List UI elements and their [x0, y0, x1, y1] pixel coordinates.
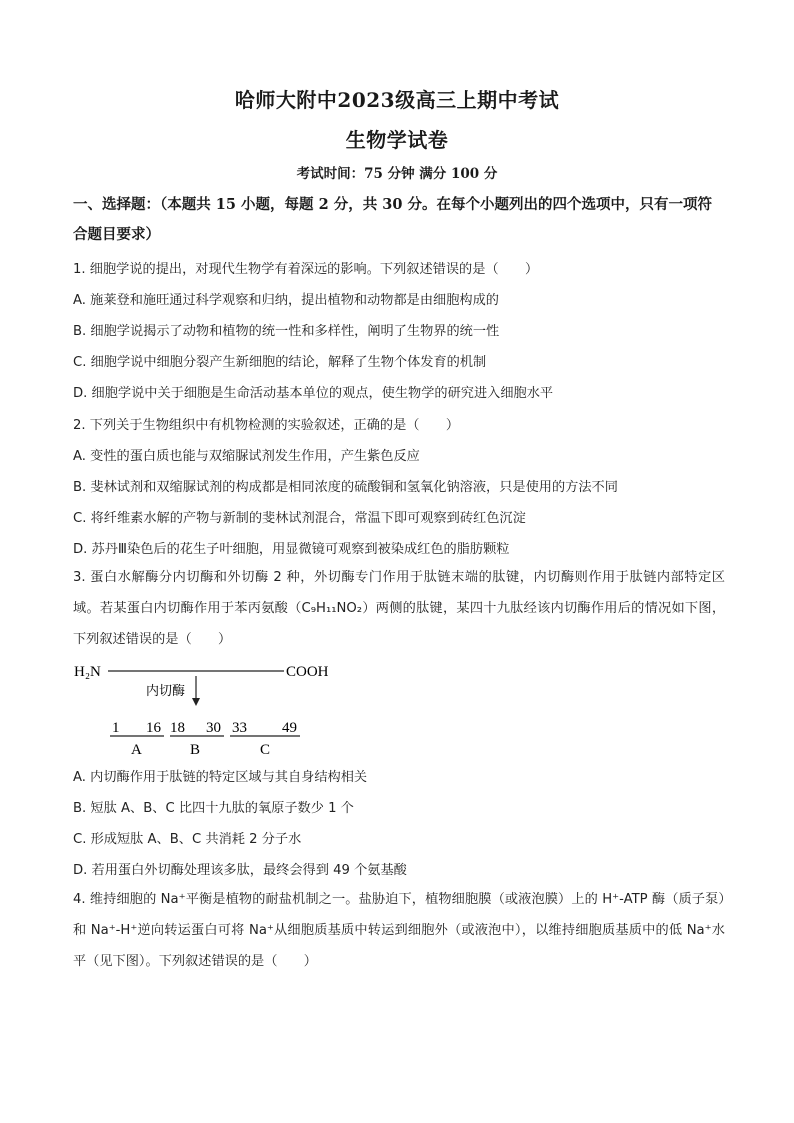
position-18: 18 — [170, 720, 185, 736]
q3-stem — [73, 562, 725, 655]
segment-b-label: B — [190, 742, 201, 758]
position-49: 49 — [282, 720, 297, 736]
q1-option-b: B. 细胞学说揭示了动物和植物的统一性和多样性，阐明了生物界的统一性 — [73, 324, 500, 339]
q3-option-b: B. 短肽 A、B、C 比四十九肽的氧原子数少 1 个 — [73, 801, 354, 816]
exam-subtitle: 生物学试卷 — [345, 128, 449, 152]
q3-stem-a: 3. 蛋白水解酶分内切酶和外切酶 2 种，外切酶专门作用于肽链末端的肽键，内切酶则作用于肽链内部特定区域。若某蛋白内切酶作用于苯丙氨酸（ — [73, 570, 725, 616]
q2-option-d: D. 苏丹Ⅲ染色后的花生子叶细胞，用显微镜可观察到被染成红色的脂肪颗粒 — [73, 542, 510, 557]
q1-option-d: D. 细胞学说中关于细胞是生命活动基本单位的观点，使生物学的研究进入细胞水平 — [73, 386, 554, 401]
q4-stem: 4. 维持细胞的 Na⁺平衡是植物的耐盐机制之一。盐胁迫下，植物细胞膜（或液泡膜）上的 H⁺-ATP 酶（质子泵）和 Na⁺-H⁺逆向转运蛋白可将 Na⁺从细胞质基质中转运到细胞外（或液泡中），以维持细胞质基质中的低 Na⁺水平（见下图）。下列叙述错误的是（ ） — [73, 892, 725, 969]
position-30: 30 — [206, 720, 221, 736]
position-1: 1 — [112, 720, 120, 736]
q3-option-a: A. 内切酶作用于肽链的特定区域与其自身结构相关 — [73, 770, 368, 785]
carboxyl-terminus-label: COOH — [286, 664, 329, 680]
q3-formula: C₉H₁₁NO₂ — [301, 601, 363, 616]
segment-c-label: C — [260, 742, 271, 758]
q2-option-a: A. 变性的蛋白质也能与双缩脲试剂发生作用，产生紫色反应 — [73, 449, 420, 464]
enzyme-arrow-head — [192, 698, 200, 706]
q2-stem: 2. 下列关于生物组织中有机物检测的实验叙述，正确的是（ ） — [73, 418, 460, 433]
exam-meta: 考试时间：75 分钟 满分 100 分 — [296, 166, 498, 182]
position-16: 16 — [146, 720, 161, 736]
q2-option-c: C. 将纤维素水解的产物与新制的斐林试剂混合，常温下即可观察到砖红色沉淀 — [73, 511, 526, 526]
peptide-diagram — [70, 656, 370, 760]
q1-option-c: C. 细胞学说中细胞分裂产生新细胞的结论，解释了生物个体发育的机制 — [73, 355, 487, 370]
q1-option-a: A. 施莱登和施旺通过科学观察和归纳，提出植物和动物都是由细胞构成的 — [73, 293, 499, 308]
q3-option-d: D. 若用蛋白外切酶处理该多肽，最终会得到 49 个氨基酸 — [73, 863, 407, 878]
section-heading: 一、选择题：（本题共 15 小题，每题 2 分，共 30 分。在每个小题列出的四个选项中，只有一项符合题目要求） — [73, 196, 712, 243]
q2-option-b: B. 斐林试剂和双缩脲试剂的构成都是相同浓度的硫酸铜和氢氧化钠溶液，只是使用的方法不同 — [73, 480, 618, 495]
q1-stem: 1. 细胞学说的提出，对现代生物学有着深远的影响。下列叙述错误的是（ ） — [73, 262, 539, 277]
segment-a-label: A — [131, 742, 142, 758]
amino-terminus-label: H₂N — [74, 664, 101, 680]
q3-option-c: C. 形成短肽 A、B、C 共消耗 2 分子水 — [73, 832, 302, 847]
enzyme-label: 内切酶 — [146, 683, 186, 698]
position-33: 33 — [232, 720, 247, 736]
exam-title: 哈师大附中2023级高三上期中考试 — [234, 88, 560, 112]
q3-stem-b: ）两侧的肽键，某四十九肽经该内切酶作用后的情况如下图，下列叙述错误的是（ ） — [73, 601, 726, 647]
